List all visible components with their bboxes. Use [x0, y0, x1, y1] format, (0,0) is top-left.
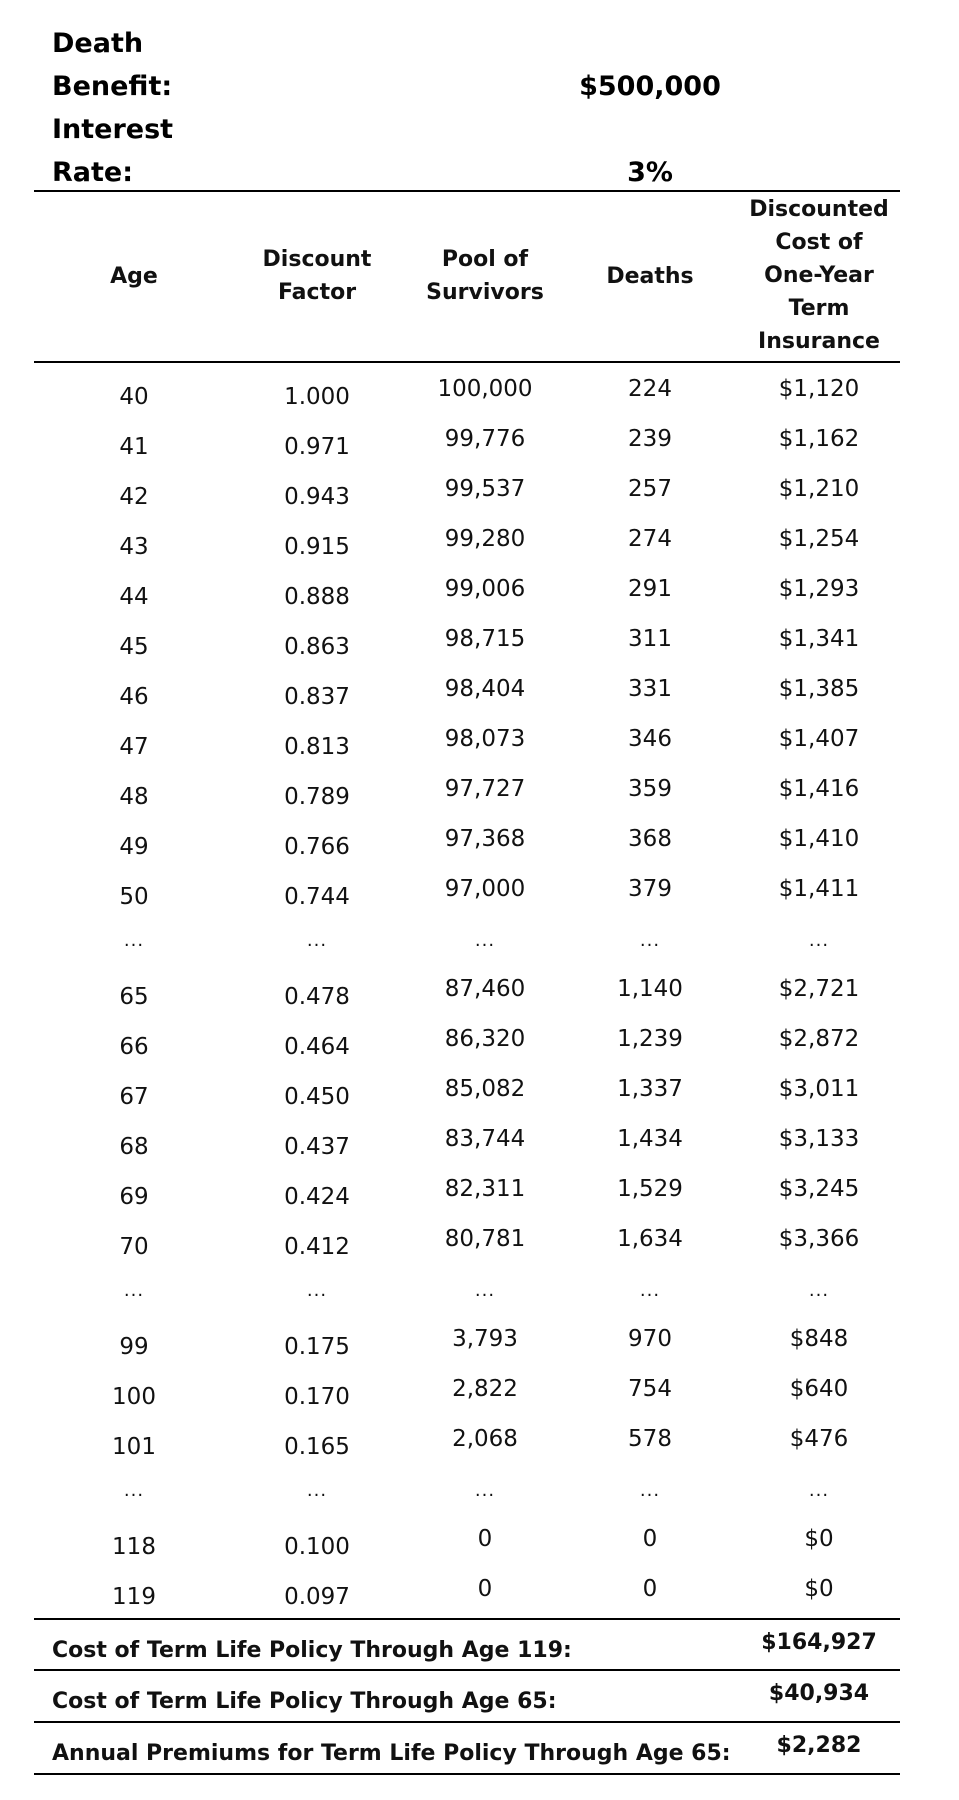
deaths-cell: 1,140: [617, 976, 683, 1002]
cost-cell: $1,341: [778, 626, 860, 652]
discount-factor-cell: 0.170: [284, 1384, 350, 1410]
pool-cell: 86,320: [444, 1026, 526, 1052]
deaths-cell: 754: [628, 1376, 672, 1402]
cost-cell: $1,120: [778, 376, 860, 402]
death-benefit-label-line-1: Death: [52, 28, 144, 59]
cost-cell: $0: [804, 1576, 834, 1602]
header-discount-factor-line-1: Discount: [262, 247, 372, 272]
pool-cell: 0: [477, 1576, 493, 1602]
table-row: [0, 522, 959, 572]
header-pool-line-1: Pool of: [441, 247, 529, 272]
discount-factor-cell: 0.971: [284, 434, 350, 460]
cost-cell: $1,254: [778, 526, 860, 552]
deaths-cell: 274: [628, 526, 672, 552]
pool-cell: 0: [477, 1526, 493, 1552]
summary-rule-2: [34, 1669, 900, 1671]
age-cell: ...: [123, 1280, 145, 1301]
discount-factor-cell: 0.478: [284, 984, 350, 1010]
pool-cell: 83,744: [444, 1126, 526, 1152]
discount-factor-cell: ...: [306, 930, 328, 951]
table-row: [0, 1372, 959, 1422]
discount-factor-cell: 0.943: [284, 484, 350, 510]
table-row: [0, 722, 959, 772]
header-pool-line-2: Survivors: [426, 280, 544, 305]
age-cell: 65: [119, 984, 149, 1010]
header-pool-of-survivors: [405, 243, 565, 309]
deaths-cell: 1,239: [617, 1026, 683, 1052]
cost-cell: $1,385: [778, 676, 860, 702]
pool-cell: 2,068: [452, 1426, 518, 1452]
cost-cell: $0: [804, 1526, 834, 1552]
cost-cell: ...: [808, 1280, 830, 1301]
pool-cell: 97,000: [444, 876, 526, 902]
death-benefit-value: $500,000: [579, 71, 721, 102]
discount-factor-cell: 0.412: [284, 1234, 350, 1260]
age-cell: ...: [123, 1480, 145, 1501]
deaths-cell: 359: [628, 776, 672, 802]
deaths-cell: 379: [628, 876, 672, 902]
discount-factor-cell: 0.097: [284, 1584, 350, 1610]
header-cost-line-2: Cost of: [775, 230, 863, 255]
age-cell: 99: [119, 1334, 149, 1360]
header-age: Age: [110, 264, 158, 289]
summary-top-rule: [34, 1618, 900, 1620]
header-bottom-rule: [34, 361, 900, 363]
summary-value-annual-premiums: $2,282: [776, 1733, 862, 1758]
pool-cell: 80,781: [444, 1226, 526, 1252]
cost-cell: $1,410: [778, 826, 860, 852]
discount-factor-cell: 0.766: [284, 834, 350, 860]
table-row: [0, 1422, 959, 1472]
deaths-cell: 1,434: [617, 1126, 683, 1152]
deaths-cell: 224: [628, 376, 672, 402]
pool-cell: 99,776: [444, 426, 526, 452]
age-cell: 68: [119, 1134, 149, 1160]
deaths-cell: 331: [628, 676, 672, 702]
pool-cell: 98,073: [444, 726, 526, 752]
pool-cell: 97,368: [444, 826, 526, 852]
discount-factor-cell: 0.437: [284, 1134, 350, 1160]
table-row: [0, 1172, 959, 1222]
table-row: [0, 1222, 959, 1272]
deaths-cell: 1,634: [617, 1226, 683, 1252]
pool-cell: 100,000: [437, 376, 533, 402]
cost-cell: $1,407: [778, 726, 860, 752]
discount-factor-cell: 0.450: [284, 1084, 350, 1110]
table-row: [0, 1572, 959, 1622]
table-row: [0, 1122, 959, 1172]
cost-cell: $1,162: [778, 426, 860, 452]
table-row: [0, 572, 959, 622]
table-row: [0, 1022, 959, 1072]
pool-cell: 98,715: [444, 626, 526, 652]
cost-cell: $640: [789, 1376, 849, 1402]
cost-cell: $1,210: [778, 476, 860, 502]
deaths-cell: ...: [639, 1280, 661, 1301]
header-cost-line-3: One-Year: [764, 263, 874, 288]
table-row: [0, 972, 959, 1022]
summary-bottom-rule: [34, 1773, 900, 1775]
cost-cell: $2,721: [778, 976, 860, 1002]
deaths-cell: 1,529: [617, 1176, 683, 1202]
age-cell: 46: [119, 684, 149, 710]
header-top-rule: [34, 190, 900, 192]
interest-rate-label-line-1: Interest: [52, 114, 174, 145]
pool-cell: ...: [474, 930, 496, 951]
age-cell: 40: [119, 384, 149, 410]
age-cell: 70: [119, 1234, 149, 1260]
age-cell: ...: [123, 930, 145, 951]
deaths-cell: ...: [639, 930, 661, 951]
discount-factor-cell: 0.813: [284, 734, 350, 760]
discount-factor-cell: 0.464: [284, 1034, 350, 1060]
cost-cell: $3,133: [778, 1126, 860, 1152]
table-row: [0, 1072, 959, 1122]
pool-cell: 82,311: [444, 1176, 526, 1202]
deaths-cell: 368: [628, 826, 672, 852]
pool-cell: 99,537: [444, 476, 526, 502]
summary-label-annual-premiums: Annual Premiums for Term Life Policy Through Age 65:: [52, 1741, 731, 1766]
discount-factor-cell: 0.175: [284, 1334, 350, 1360]
discount-factor-cell: 0.744: [284, 884, 350, 910]
table-row: [0, 622, 959, 672]
discount-factor-cell: 0.789: [284, 784, 350, 810]
deaths-cell: 239: [628, 426, 672, 452]
deaths-cell: 1,337: [617, 1076, 683, 1102]
age-cell: 43: [119, 534, 149, 560]
discount-factor-cell: 0.100: [284, 1534, 350, 1560]
deaths-cell: 291: [628, 576, 672, 602]
age-cell: 47: [119, 734, 149, 760]
discount-factor-cell: ...: [306, 1280, 328, 1301]
deaths-cell: 0: [642, 1526, 658, 1552]
header-cost-line-5: Insurance: [758, 329, 880, 354]
table-row: [0, 1322, 959, 1372]
age-cell: 67: [119, 1084, 149, 1110]
discount-factor-cell: 0.915: [284, 534, 350, 560]
summary-label-through-65: Cost of Term Life Policy Through Age 65:: [52, 1689, 557, 1714]
header-cost-line-4: Term: [788, 296, 850, 321]
discount-factor-cell: 0.888: [284, 584, 350, 610]
cost-cell: $1,416: [778, 776, 860, 802]
age-cell: 118: [112, 1534, 156, 1560]
summary-rule-3: [34, 1721, 900, 1723]
age-cell: 49: [119, 834, 149, 860]
discount-factor-cell: 0.837: [284, 684, 350, 710]
age-cell: 119: [112, 1584, 156, 1610]
pool-cell: 99,006: [444, 576, 526, 602]
table-row: [0, 672, 959, 722]
discount-factor-cell: 1.000: [284, 384, 350, 410]
age-cell: 42: [119, 484, 149, 510]
cost-cell: $848: [789, 1326, 849, 1352]
pool-cell: 98,404: [444, 676, 526, 702]
deaths-cell: 311: [628, 626, 672, 652]
discount-factor-cell: 0.424: [284, 1184, 350, 1210]
pool-cell: 99,280: [444, 526, 526, 552]
cost-cell: $1,411: [778, 876, 860, 902]
pool-cell: 85,082: [444, 1076, 526, 1102]
table-row: [0, 422, 959, 472]
deaths-cell: 257: [628, 476, 672, 502]
cost-cell: ...: [808, 1480, 830, 1501]
summary-value-through-119: $164,927: [761, 1630, 877, 1655]
age-cell: 45: [119, 634, 149, 660]
death-benefit-label-line-2: Benefit:: [52, 71, 173, 102]
deaths-cell: ...: [639, 1480, 661, 1501]
interest-rate-label-line-2: Rate:: [52, 157, 134, 188]
age-cell: 44: [119, 584, 149, 610]
deaths-cell: 578: [628, 1426, 672, 1452]
header-discount-factor: [237, 243, 397, 309]
pool-cell: ...: [474, 1280, 496, 1301]
age-cell: 69: [119, 1184, 149, 1210]
cost-cell: $3,011: [778, 1076, 860, 1102]
table-row: [0, 372, 959, 422]
discount-factor-cell: 0.863: [284, 634, 350, 660]
header-discount-factor-line-2: Factor: [277, 280, 357, 305]
pool-cell: 87,460: [444, 976, 526, 1002]
table-row: [0, 472, 959, 522]
table-row: [0, 772, 959, 822]
age-cell: 100: [112, 1384, 156, 1410]
table-row: [0, 872, 959, 922]
header-deaths: Deaths: [606, 264, 694, 289]
summary-value-through-65: $40,934: [768, 1681, 870, 1706]
deaths-cell: 970: [628, 1326, 672, 1352]
age-cell: 50: [119, 884, 149, 910]
table-row: [0, 822, 959, 872]
age-cell: 41: [119, 434, 149, 460]
discount-factor-cell: ...: [306, 1480, 328, 1501]
age-cell: 66: [119, 1034, 149, 1060]
cost-cell: $3,245: [778, 1176, 860, 1202]
cost-cell: $476: [789, 1426, 849, 1452]
pool-cell: 2,822: [452, 1376, 518, 1402]
cost-cell: $3,366: [778, 1226, 860, 1252]
age-cell: 101: [112, 1434, 156, 1460]
pool-cell: ...: [474, 1480, 496, 1501]
age-cell: 48: [119, 784, 149, 810]
cost-cell: $2,872: [778, 1026, 860, 1052]
pool-cell: 97,727: [444, 776, 526, 802]
table-row: [0, 1522, 959, 1572]
header-discounted-cost: [739, 193, 899, 358]
discount-factor-cell: 0.165: [284, 1434, 350, 1460]
cost-cell: ...: [808, 930, 830, 951]
deaths-cell: 346: [628, 726, 672, 752]
pool-cell: 3,793: [452, 1326, 518, 1352]
interest-rate-value: 3%: [627, 157, 673, 188]
summary-label-through-119: Cost of Term Life Policy Through Age 119:: [52, 1638, 572, 1663]
cost-cell: $1,293: [778, 576, 860, 602]
deaths-cell: 0: [642, 1576, 658, 1602]
header-cost-line-1: Discounted: [749, 197, 889, 222]
